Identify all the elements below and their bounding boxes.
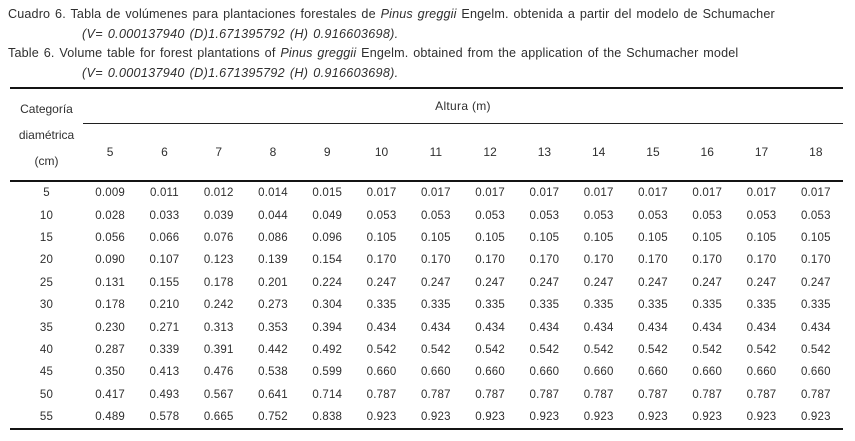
diameter-category-header bbox=[10, 88, 83, 181]
value-cell: 0.170 bbox=[800, 254, 831, 267]
value-cell: 0.053 bbox=[366, 209, 397, 222]
value-cell: 0.660 bbox=[366, 366, 397, 379]
value-cell: 0.335 bbox=[475, 299, 505, 312]
value-cell: 0.123 bbox=[203, 254, 234, 267]
height-column-header: 15 bbox=[626, 124, 680, 182]
value-cell: 0.434 bbox=[583, 321, 614, 334]
value-cell: 0.170 bbox=[746, 254, 777, 267]
caption-en-formula: (V= 0.000137940 (D)1.671395792 (H) 0.916603698). bbox=[82, 65, 399, 80]
value-cell: 0.049 bbox=[312, 209, 343, 222]
value-cell: 0.201 bbox=[258, 276, 288, 289]
diameter-header-line-1: Categoría bbox=[20, 101, 73, 116]
value-cell: 0.542 bbox=[800, 343, 831, 356]
value-cell: 0.287 bbox=[95, 343, 126, 356]
value-cell: 0.923 bbox=[583, 411, 614, 424]
value-cell: 0.247 bbox=[366, 276, 397, 289]
value-cell: 0.413 bbox=[149, 366, 180, 379]
height-column-header: 13 bbox=[517, 124, 571, 182]
table-row bbox=[10, 294, 843, 316]
table-row bbox=[10, 249, 843, 271]
value-cell: 0.139 bbox=[258, 254, 288, 267]
value-cell: 0.076 bbox=[203, 231, 234, 244]
value-cell: 0.131 bbox=[95, 276, 126, 289]
value-cell: 0.313 bbox=[203, 321, 234, 334]
value-cell: 0.838 bbox=[312, 411, 343, 424]
value-cell: 0.660 bbox=[420, 366, 451, 379]
value-cell: 0.224 bbox=[312, 276, 343, 289]
height-column-header: 5 bbox=[83, 124, 137, 182]
value-cell: 0.542 bbox=[420, 343, 451, 356]
value-cell: 0.053 bbox=[475, 209, 505, 222]
height-column-header: 18 bbox=[789, 124, 843, 182]
value-cell: 0.178 bbox=[203, 276, 234, 289]
diameter-cell: 25 bbox=[39, 276, 54, 289]
height-column-header: 8 bbox=[246, 124, 300, 182]
value-cell: 0.335 bbox=[692, 299, 723, 312]
caption-en-line bbox=[8, 44, 847, 64]
table-body bbox=[10, 181, 843, 429]
value-cell: 0.335 bbox=[638, 299, 668, 312]
value-cell: 0.011 bbox=[149, 187, 179, 200]
caption-es-suffix: Engelm. obtenida a partir del modelo de Schumacher bbox=[456, 7, 775, 21]
height-column-header: 7 bbox=[192, 124, 246, 182]
value-cell: 0.542 bbox=[638, 343, 668, 356]
species-name-en: Pinus greggii bbox=[280, 46, 357, 60]
height-column-header: 16 bbox=[680, 124, 734, 182]
value-cell: 0.053 bbox=[638, 209, 668, 222]
height-column-header: 6 bbox=[137, 124, 191, 182]
value-cell: 0.247 bbox=[800, 276, 831, 289]
height-column-header: 12 bbox=[463, 124, 517, 182]
value-cell: 0.567 bbox=[203, 388, 234, 401]
value-cell: 0.714 bbox=[312, 388, 343, 401]
diameter-cell: 55 bbox=[39, 411, 54, 424]
value-cell: 0.247 bbox=[583, 276, 614, 289]
value-cell: 0.492 bbox=[312, 343, 343, 356]
value-cell: 0.086 bbox=[258, 231, 288, 244]
value-cell: 0.247 bbox=[420, 276, 451, 289]
value-cell: 0.170 bbox=[638, 254, 668, 267]
value-cell: 0.339 bbox=[149, 343, 180, 356]
diameter-cell: 50 bbox=[39, 388, 54, 401]
height-column-header: 14 bbox=[572, 124, 626, 182]
value-cell: 0.014 bbox=[258, 187, 288, 200]
diameter-cell: 20 bbox=[39, 254, 54, 267]
value-cell: 0.154 bbox=[312, 254, 343, 267]
value-cell: 0.417 bbox=[95, 388, 126, 401]
table-row bbox=[10, 406, 843, 429]
value-cell: 0.923 bbox=[746, 411, 777, 424]
value-cell: 0.660 bbox=[800, 366, 831, 379]
value-cell: 0.923 bbox=[420, 411, 451, 424]
value-cell: 0.053 bbox=[746, 209, 777, 222]
diameter-cell: 45 bbox=[39, 366, 54, 379]
value-cell: 0.434 bbox=[692, 321, 723, 334]
value-cell: 0.434 bbox=[800, 321, 831, 334]
value-cell: 0.442 bbox=[258, 343, 288, 356]
value-cell: 0.787 bbox=[420, 388, 451, 401]
value-cell: 0.542 bbox=[366, 343, 397, 356]
height-column-header: 10 bbox=[354, 124, 408, 182]
value-cell: 0.053 bbox=[529, 209, 560, 222]
value-cell: 0.660 bbox=[692, 366, 723, 379]
value-cell: 0.053 bbox=[420, 209, 451, 222]
value-cell: 0.476 bbox=[203, 366, 234, 379]
value-cell: 0.033 bbox=[149, 209, 180, 222]
table-row bbox=[10, 272, 843, 294]
value-cell: 0.434 bbox=[638, 321, 668, 334]
value-cell: 0.017 bbox=[638, 187, 668, 200]
height-column-header: 9 bbox=[300, 124, 354, 182]
value-cell: 0.247 bbox=[638, 276, 668, 289]
value-cell: 0.542 bbox=[475, 343, 505, 356]
species-name-es: Pinus greggii bbox=[380, 7, 457, 21]
value-cell: 0.028 bbox=[95, 209, 126, 222]
value-cell: 0.009 bbox=[95, 187, 126, 200]
value-cell: 0.044 bbox=[258, 209, 288, 222]
value-cell: 0.053 bbox=[583, 209, 614, 222]
diameter-header-line-2: diamétrica bbox=[18, 127, 75, 142]
value-cell: 0.039 bbox=[203, 209, 234, 222]
table-row bbox=[10, 316, 843, 338]
table-row bbox=[10, 204, 843, 226]
value-cell: 0.096 bbox=[312, 231, 343, 244]
value-cell: 0.542 bbox=[746, 343, 777, 356]
value-cell: 0.599 bbox=[312, 366, 343, 379]
value-cell: 0.923 bbox=[800, 411, 831, 424]
value-cell: 0.178 bbox=[95, 299, 126, 312]
value-cell: 0.923 bbox=[529, 411, 560, 424]
diameter-header-line-3: (cm) bbox=[34, 153, 59, 168]
value-cell: 0.105 bbox=[746, 231, 777, 244]
value-cell: 0.271 bbox=[149, 321, 180, 334]
value-cell: 0.230 bbox=[95, 321, 126, 334]
value-cell: 0.787 bbox=[529, 388, 560, 401]
value-cell: 0.787 bbox=[638, 388, 668, 401]
value-cell: 0.489 bbox=[95, 411, 126, 424]
value-cell: 0.247 bbox=[692, 276, 723, 289]
value-cell: 0.923 bbox=[475, 411, 505, 424]
value-cell: 0.350 bbox=[95, 366, 126, 379]
value-cell: 0.660 bbox=[529, 366, 560, 379]
value-cell: 0.017 bbox=[692, 187, 723, 200]
value-cell: 0.394 bbox=[312, 321, 343, 334]
caption-en-prefix: Table 6. Volume table for forest plantations of bbox=[8, 46, 281, 60]
value-cell: 0.787 bbox=[366, 388, 397, 401]
value-cell: 0.105 bbox=[692, 231, 723, 244]
value-cell: 0.105 bbox=[475, 231, 505, 244]
value-cell: 0.105 bbox=[583, 231, 614, 244]
value-cell: 0.247 bbox=[475, 276, 505, 289]
value-cell: 0.335 bbox=[746, 299, 777, 312]
caption-es-line bbox=[8, 5, 847, 25]
height-group-header: Altura (m) bbox=[83, 88, 843, 124]
value-cell: 0.210 bbox=[149, 299, 180, 312]
value-cell: 0.017 bbox=[800, 187, 831, 200]
caption-en-suffix: Engelm. obtained from the application of the Schumacher model bbox=[356, 46, 739, 60]
value-cell: 0.105 bbox=[800, 231, 831, 244]
value-cell: 0.787 bbox=[475, 388, 505, 401]
caption-es-prefix: Cuadro 6. Tabla de volúmenes para plantaciones forestales de bbox=[8, 7, 381, 21]
value-cell: 0.012 bbox=[203, 187, 234, 200]
value-cell: 0.434 bbox=[475, 321, 505, 334]
diameter-cell: 35 bbox=[39, 321, 54, 334]
value-cell: 0.105 bbox=[638, 231, 668, 244]
value-cell: 0.391 bbox=[203, 343, 234, 356]
value-cell: 0.752 bbox=[258, 411, 288, 424]
value-cell: 0.787 bbox=[800, 388, 831, 401]
value-cell: 0.787 bbox=[692, 388, 723, 401]
table-row bbox=[10, 361, 843, 383]
diameter-cell: 15 bbox=[39, 231, 54, 244]
value-cell: 0.335 bbox=[366, 299, 397, 312]
value-cell: 0.170 bbox=[583, 254, 614, 267]
value-cell: 0.304 bbox=[312, 299, 343, 312]
table-row bbox=[10, 384, 843, 406]
value-cell: 0.335 bbox=[800, 299, 831, 312]
value-cell: 0.105 bbox=[529, 231, 560, 244]
table-header bbox=[10, 88, 843, 181]
table-row bbox=[10, 339, 843, 361]
value-cell: 0.017 bbox=[529, 187, 560, 200]
value-cell: 0.247 bbox=[529, 276, 560, 289]
value-cell: 0.538 bbox=[258, 366, 288, 379]
value-cell: 0.787 bbox=[746, 388, 777, 401]
value-cell: 0.056 bbox=[95, 231, 126, 244]
value-cell: 0.787 bbox=[583, 388, 614, 401]
table-caption bbox=[0, 0, 855, 83]
value-cell: 0.273 bbox=[258, 299, 288, 312]
value-cell: 0.155 bbox=[149, 276, 180, 289]
diameter-cell: 10 bbox=[39, 209, 54, 222]
diameter-cell: 5 bbox=[43, 187, 50, 200]
value-cell: 0.170 bbox=[420, 254, 451, 267]
value-cell: 0.017 bbox=[475, 187, 505, 200]
value-cell: 0.335 bbox=[583, 299, 614, 312]
value-cell: 0.335 bbox=[420, 299, 451, 312]
height-column-header: 17 bbox=[734, 124, 788, 182]
group-header-row bbox=[10, 88, 843, 124]
value-cell: 0.053 bbox=[800, 209, 831, 222]
value-cell: 0.660 bbox=[746, 366, 777, 379]
value-cell: 0.434 bbox=[746, 321, 777, 334]
value-cell: 0.542 bbox=[583, 343, 614, 356]
value-cell: 0.542 bbox=[692, 343, 723, 356]
value-cell: 0.434 bbox=[366, 321, 397, 334]
value-cell: 0.660 bbox=[638, 366, 668, 379]
value-cell: 0.170 bbox=[692, 254, 723, 267]
value-cell: 0.017 bbox=[583, 187, 614, 200]
value-cell: 0.665 bbox=[203, 411, 234, 424]
value-cell: 0.434 bbox=[529, 321, 560, 334]
height-column-header: 11 bbox=[409, 124, 463, 182]
value-cell: 0.660 bbox=[583, 366, 614, 379]
value-cell: 0.542 bbox=[529, 343, 560, 356]
value-cell: 0.017 bbox=[366, 187, 397, 200]
value-cell: 0.017 bbox=[420, 187, 451, 200]
value-cell: 0.066 bbox=[149, 231, 180, 244]
caption-es-formula: (V= 0.000137940 (D)1.671395792 (H) 0.916603698). bbox=[82, 26, 399, 41]
value-cell: 0.242 bbox=[203, 299, 234, 312]
diameter-cell: 40 bbox=[39, 343, 54, 356]
value-cell: 0.335 bbox=[529, 299, 560, 312]
value-cell: 0.105 bbox=[366, 231, 397, 244]
table-row bbox=[10, 181, 843, 204]
value-cell: 0.170 bbox=[529, 254, 560, 267]
value-cell: 0.015 bbox=[312, 187, 343, 200]
value-cell: 0.053 bbox=[692, 209, 723, 222]
value-cell: 0.660 bbox=[475, 366, 505, 379]
value-cell: 0.170 bbox=[475, 254, 505, 267]
height-columns-row bbox=[10, 124, 843, 182]
value-cell: 0.090 bbox=[95, 254, 126, 267]
value-cell: 0.923 bbox=[638, 411, 668, 424]
value-cell: 0.434 bbox=[420, 321, 451, 334]
table-row bbox=[10, 227, 843, 249]
value-cell: 0.105 bbox=[420, 231, 451, 244]
volume-table bbox=[10, 87, 843, 430]
value-cell: 0.017 bbox=[746, 187, 777, 200]
value-cell: 0.247 bbox=[746, 276, 777, 289]
value-cell: 0.923 bbox=[366, 411, 397, 424]
value-cell: 0.353 bbox=[258, 321, 288, 334]
value-cell: 0.107 bbox=[149, 254, 180, 267]
diameter-cell: 30 bbox=[39, 299, 54, 312]
value-cell: 0.578 bbox=[149, 411, 180, 424]
value-cell: 0.923 bbox=[692, 411, 723, 424]
value-cell: 0.170 bbox=[366, 254, 397, 267]
value-cell: 0.493 bbox=[149, 388, 180, 401]
value-cell: 0.641 bbox=[258, 388, 288, 401]
